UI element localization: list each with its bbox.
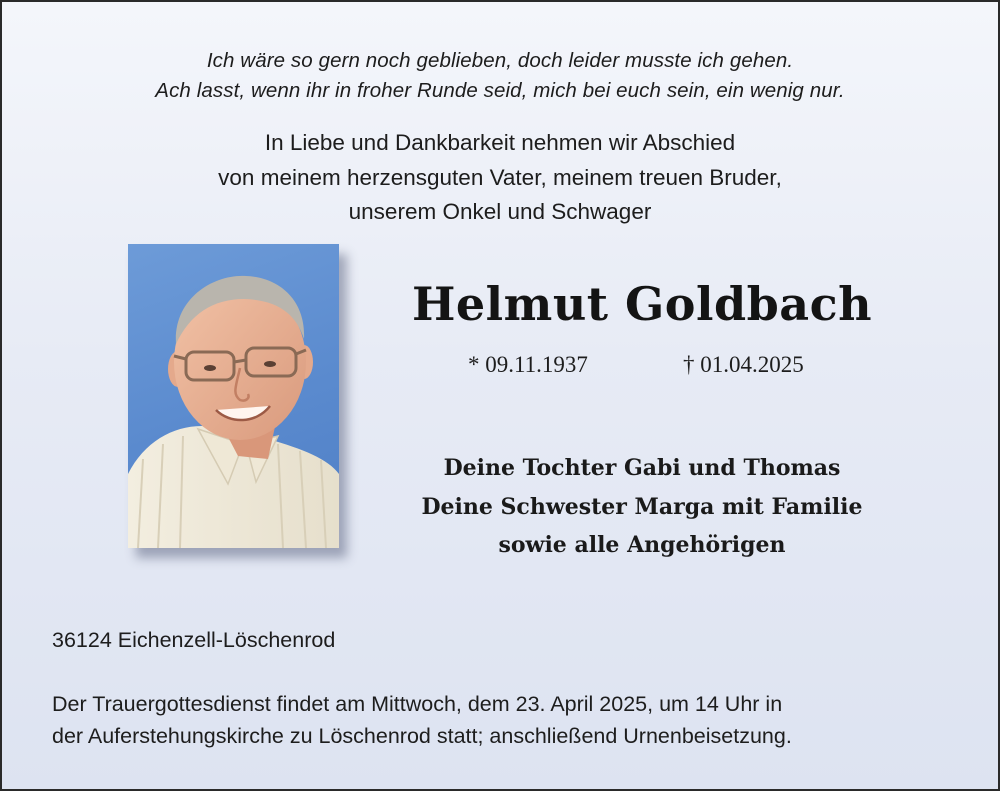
mourner-line: Deine Tochter Gabi und Thomas [443, 455, 841, 481]
service-line: Der Trauergottesdienst findet am Mittwoch, dem 23. April 2025, um 14 Uhr in [52, 692, 783, 716]
place-of-residence: 36124 Eichenzell-Löschenrod [52, 628, 336, 652]
intro-line: unserem Onkel und Schwager [348, 199, 652, 224]
funeral-service-info [52, 688, 792, 752]
birth-date: * 09.11.1937 [468, 352, 588, 377]
intro-line: von meinem herzensguten Vater, meinem treuen Bruder, [218, 164, 782, 190]
farewell-intro [2, 126, 998, 230]
intro-line: In Liebe und Dankbarkeit nehmen wir Abschied [264, 130, 736, 155]
death-date: † 01.04.2025 [683, 352, 804, 377]
portrait-illustration [128, 244, 339, 548]
service-line: der Auferstehungskirche zu Löschenrod statt; anschließend Urnenbeisetzung. [52, 724, 792, 748]
poem-line: Ach lasst, wenn ihr in froher Runde seid, mich bei euch sein, ein wenig nur. [155, 79, 845, 102]
mourner-line: sowie alle Angehörigen [498, 532, 786, 558]
mourner-line: Deine Schwester Marga mit Familie [421, 493, 863, 520]
poem-line: Ich wäre so gern noch geblieben, doch leider musste ich gehen. [206, 49, 794, 72]
poem-verse [2, 46, 998, 106]
portrait-photo [128, 244, 339, 548]
deceased-name: Helmut Goldbach [411, 277, 873, 331]
mourners-list [382, 449, 902, 565]
